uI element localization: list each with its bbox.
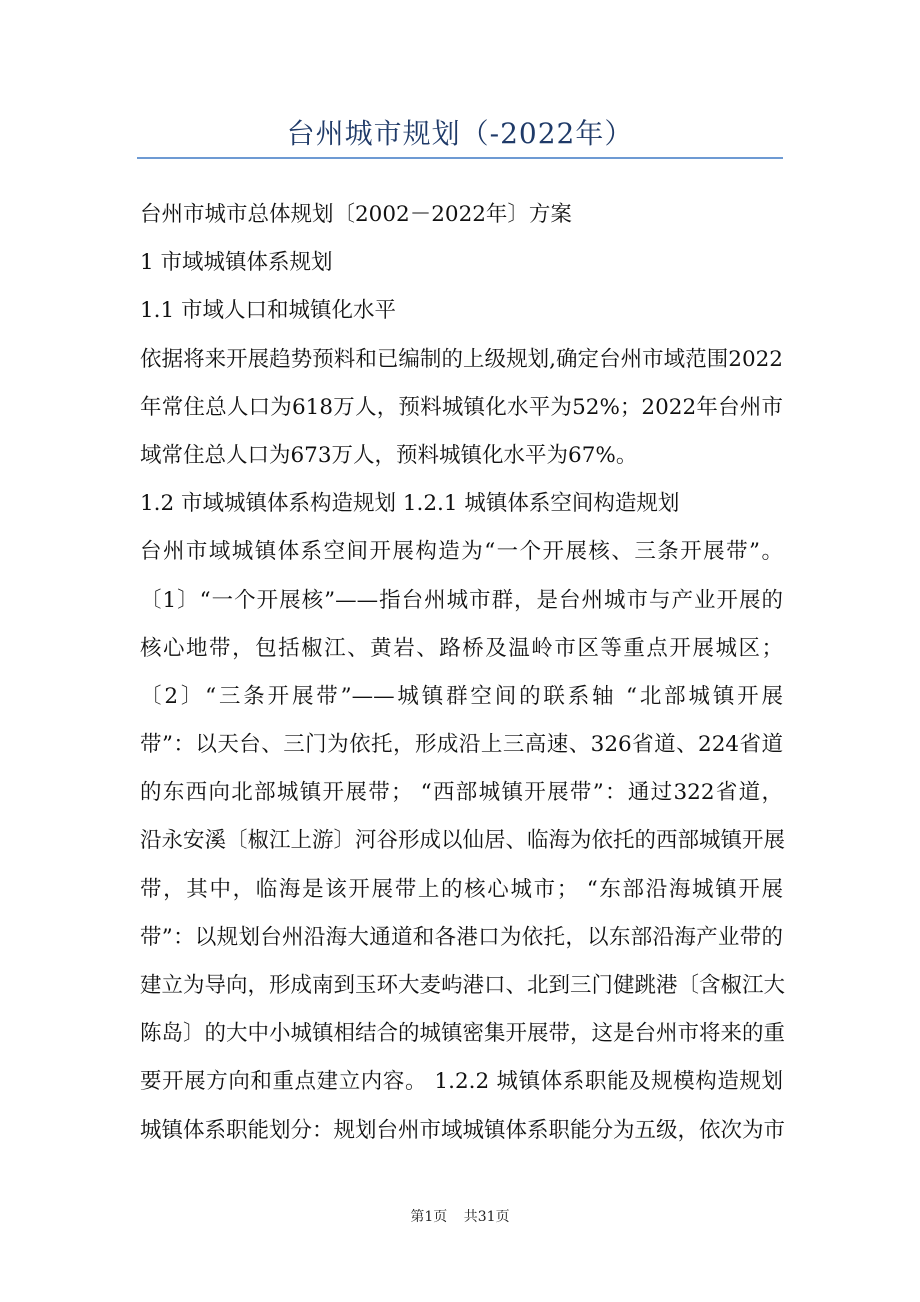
text-line: 1.1 市域人口和城镇化水平	[140, 298, 397, 324]
text-line: 建立为导向，形成南到玉环大麦屿港口、北到三门健跳港〔含椒江大	[140, 973, 786, 998]
text-line: 带”：以天台、三门为依托，形成沿上三高速、326省道、224省道	[140, 732, 783, 758]
text-line: 域常住总人口为673万人，预料城镇化水平为67%。	[140, 442, 638, 468]
text-line: 依据将来开展趋势预料和已编制的上级规划,确定台州市域范围2022	[140, 346, 783, 372]
page-current: 第1页	[410, 1209, 448, 1225]
text-line: 核心地带，包括椒江、黄岩、路桥及温岭市区等重点开展城区；	[140, 635, 783, 661]
text-line: 〔1〕“一个开展核”——指台州城市群，是台州城市与产业开展的	[140, 587, 783, 613]
document-title: 台州城市规划（-2022年）	[286, 117, 634, 150]
text-line: 的东西向北部城镇开展带； “西部城镇开展带”：通过322省道，	[140, 780, 783, 806]
text-line: 沿永安溪〔椒江上游〕河谷形成以仙居、临海为依托的西部城镇开展	[140, 828, 786, 854]
text-line: 城镇体系职能划分：规划台州市域城镇体系职能分为五级，依次为市	[140, 1117, 786, 1143]
text-line: 要开展方向和重点建立内容。 1.2.2 城镇体系职能及规模构造规划	[140, 1069, 783, 1095]
page-total: 共31页	[463, 1209, 510, 1225]
text-line: 陈岛〕的大中小城镇相结合的城镇密集开展带，这是台州市将来的重	[140, 1021, 786, 1047]
text-line: 〔2〕“三条开展带”——城镇群空间的联系轴 “北部城镇开展	[140, 683, 783, 709]
text-line: 台州市域城镇体系空间开展构造为“一个开展核、三条开展带”。	[140, 539, 783, 565]
text-line: 带”：以规划台州沿海大通道和各港口为依托，以东部沿海产业带的	[140, 924, 783, 950]
text-line: 年常住总人口为618万人，预料城镇化水平为52%；2022年台州市	[140, 394, 783, 420]
text-line: 1 市域城镇体系规划	[140, 250, 333, 276]
text-line: 台州市城市总体规划〔2002－2022年〕方案	[140, 202, 572, 227]
text-line: 带，其中，临海是该开展带上的核心城市； “东部沿海城镇开展	[140, 876, 783, 902]
text-line: 1.2 市域城镇体系构造规划 1.2.1 城镇体系空间构造规划	[140, 491, 680, 517]
page-footer	[0, 1206, 920, 1226]
title-divider	[137, 157, 783, 159]
document-body	[140, 191, 786, 1155]
